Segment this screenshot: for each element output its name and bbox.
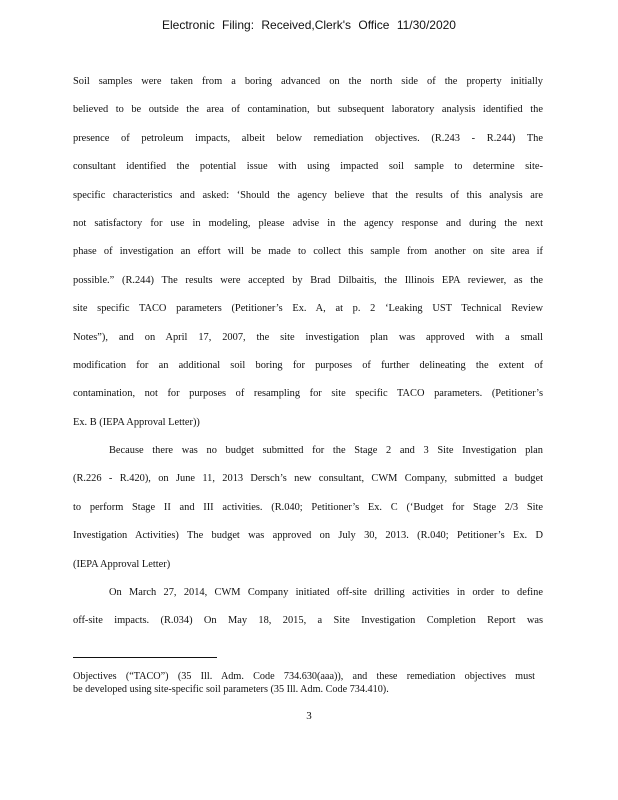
body-line: consultant identified the potential issue with using impacted soil sample to determine site- (73, 161, 543, 173)
body-line: contamination, not for purposes of resampling for site specific TACO parameters. (Petitioner’s (73, 388, 543, 400)
body-line: off-site impacts. (R.034) On May 18, 2015, a Site Investigation Completion Report was (73, 615, 543, 627)
footnote-line: be developed using site-specific soil parameters (35 Ill. Adm. Code 734.410). (73, 684, 389, 695)
footnote-separator (73, 657, 217, 658)
electronic-filing-header: Electronic Filing: Received,Clerk's Office 11/30/2020 (162, 18, 456, 32)
body-text (73, 68, 543, 636)
footnote (73, 670, 535, 696)
body-line: modification for an additional soil boring for purposes of further delineating the extent of (73, 359, 543, 371)
body-line: (IEPA Approval Letter) (73, 558, 171, 570)
body-line: Ex. B (IEPA Approval Letter)) (73, 416, 200, 428)
page-number: 3 (306, 710, 312, 722)
body-line: Soil samples were taken from a boring advanced on the north side of the property initially (73, 76, 543, 87)
body-line: Investigation Activities) The budget was approved on July 30, 2013. (R.040; Petitioner’s Ex. D (73, 530, 543, 542)
body-line: to perform Stage II and III activities. (R.040; Petitioner’s Ex. C (‘Budget for Stage 2/3 Site (73, 501, 543, 513)
body-line: On March 27, 2014, CWM Company initiated off-site drilling activities in order to define (109, 587, 543, 599)
body-line: Because there was no budget submitted for the Stage 2 and 3 Site Investigation plan (109, 445, 543, 457)
body-line: (R.226 - R.420), on June 11, 2013 Dersch’s new consultant, CWM Company, submitted a budget (73, 473, 543, 485)
footnote-line: Objectives (“TACO”) (35 Ill. Adm. Code 734.630(aaa)), and these remediation objectives must (73, 671, 535, 682)
body-line: not satisfactory for use in modeling, please advise in the agency response and during the next (73, 217, 543, 229)
body-line: believed to be outside the area of contamination, but subsequent laboratory analysis identified the (73, 104, 543, 116)
body-line: specific characteristics and asked: ‘Should the agency believe that the results of this analysis are (73, 189, 543, 201)
body-line: possible.” (R.244) The results were accepted by Brad Dilbaitis, the Illinois EPA reviewer, as the (73, 274, 543, 286)
body-line: phase of investigation an effort will be made to collect this sample from another on site area if (73, 246, 543, 258)
body-line: presence of petroleum impacts, albeit below remediation objectives. (R.243 - R.244) The (73, 132, 543, 144)
body-line: site specific TACO parameters (Petitioner’s Ex. A, at p. 2 ‘Leaking UST Technical Review (73, 303, 543, 315)
body-line: Notes”), and on April 17, 2007, the site investigation plan was approved with a small (73, 331, 543, 343)
